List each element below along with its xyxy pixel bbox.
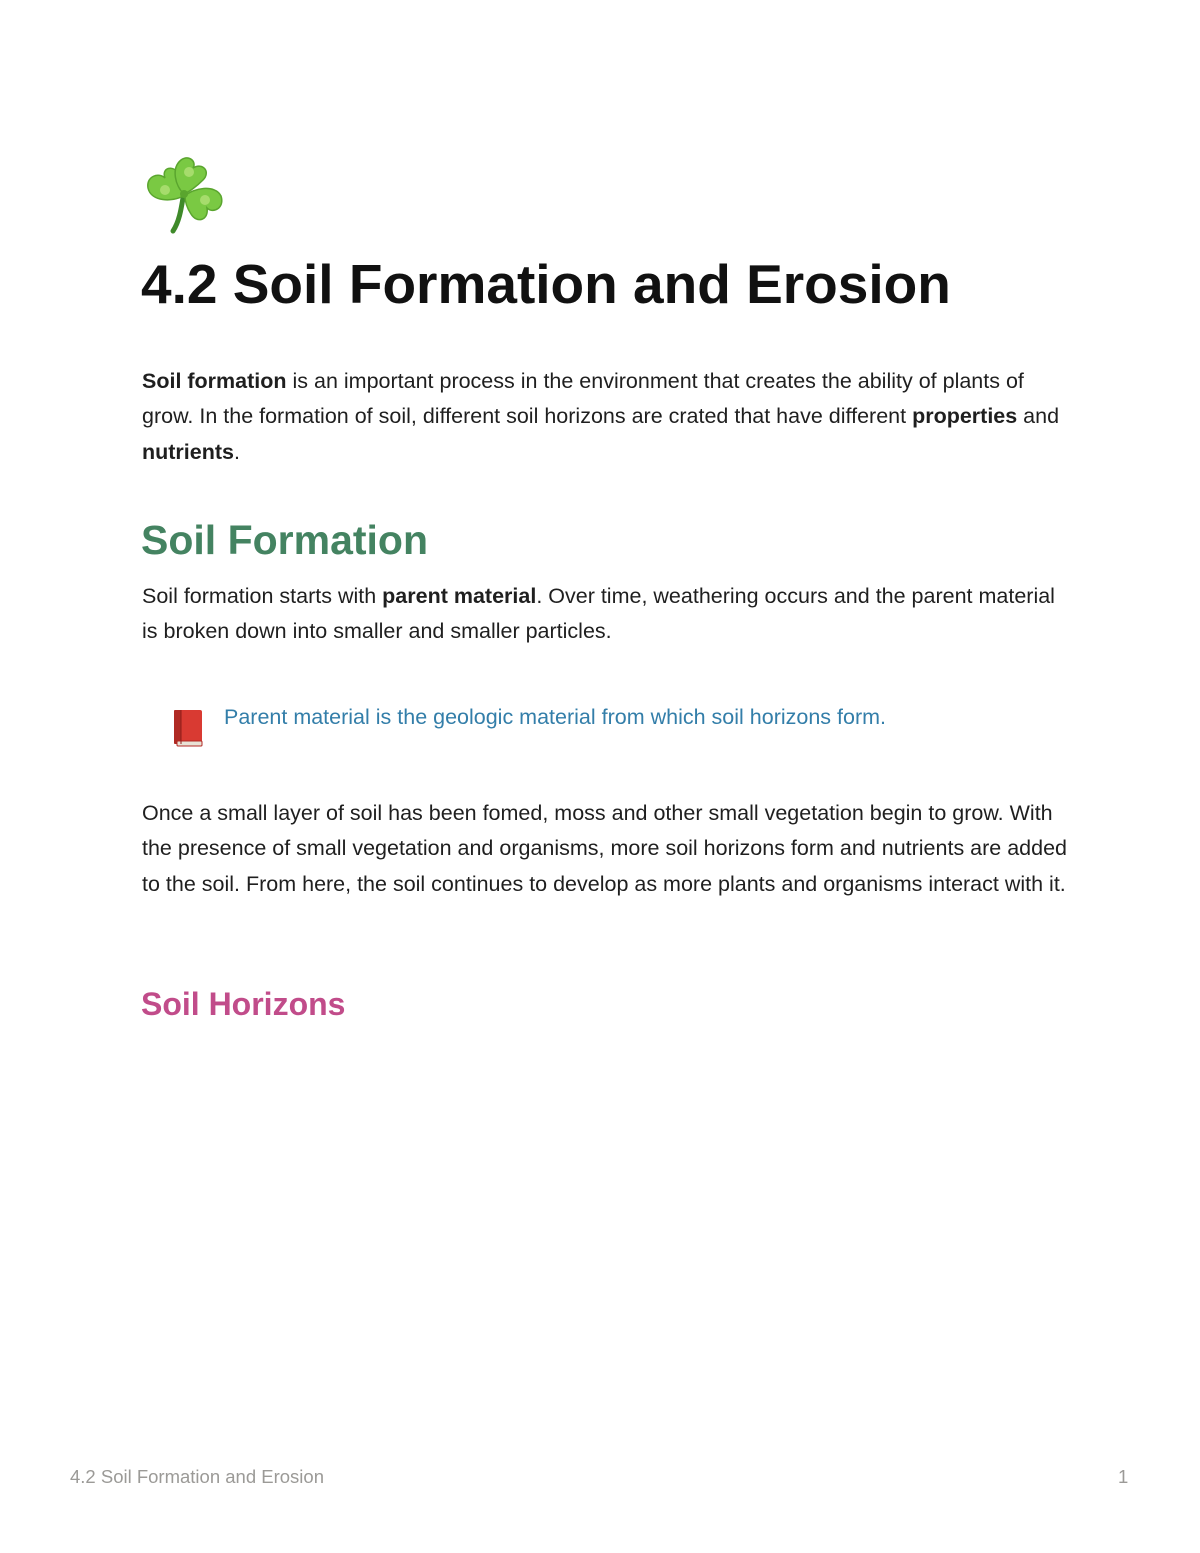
footer-title: 4.2 Soil Formation and Erosion xyxy=(70,1466,324,1487)
intro-text: . xyxy=(233,439,240,464)
vegetation-paragraph: Once a small layer of soil has been fomed, moss and other small vegetation begin to grow. With the presence of small vegetation and organisms, more soil horizons form and nutrients are added to the soil. From here, the soil continues to develop as more plants and organisms interact with it. xyxy=(142,801,1068,896)
formation-text: Soil formation starts with xyxy=(142,584,383,608)
page-title: 4.2 Soil Formation and Erosion xyxy=(141,253,951,315)
term-soil-formation: Soil formation xyxy=(142,369,287,393)
formation-text: . Over time, weathering occurs and the parent material is broken down into smaller and smaller particles. xyxy=(142,584,1055,644)
formation-paragraph xyxy=(142,579,1072,650)
callout-text: Parent material is the geologic material from which soil horizons form. xyxy=(224,705,886,729)
red-book-icon xyxy=(170,708,206,748)
shamrock-icon xyxy=(143,152,227,236)
intro-paragraph xyxy=(142,364,1072,470)
callout xyxy=(142,690,1072,760)
section-heading-soil-formation: Soil Formation xyxy=(141,517,428,563)
term-properties: properties xyxy=(912,404,1018,429)
section-heading-soil-horizons: Soil Horizons xyxy=(141,986,346,1022)
term-nutrients: nutrients xyxy=(142,439,234,464)
term-parent-material: parent material xyxy=(382,584,537,608)
page-number: 1 xyxy=(1118,1466,1129,1487)
intro-text: and xyxy=(1017,404,1060,429)
intro-text: is an important process in the environment that creates the ability of plants of grow. In the formation of soil, different soil horizons are crated that have different xyxy=(142,369,1024,429)
